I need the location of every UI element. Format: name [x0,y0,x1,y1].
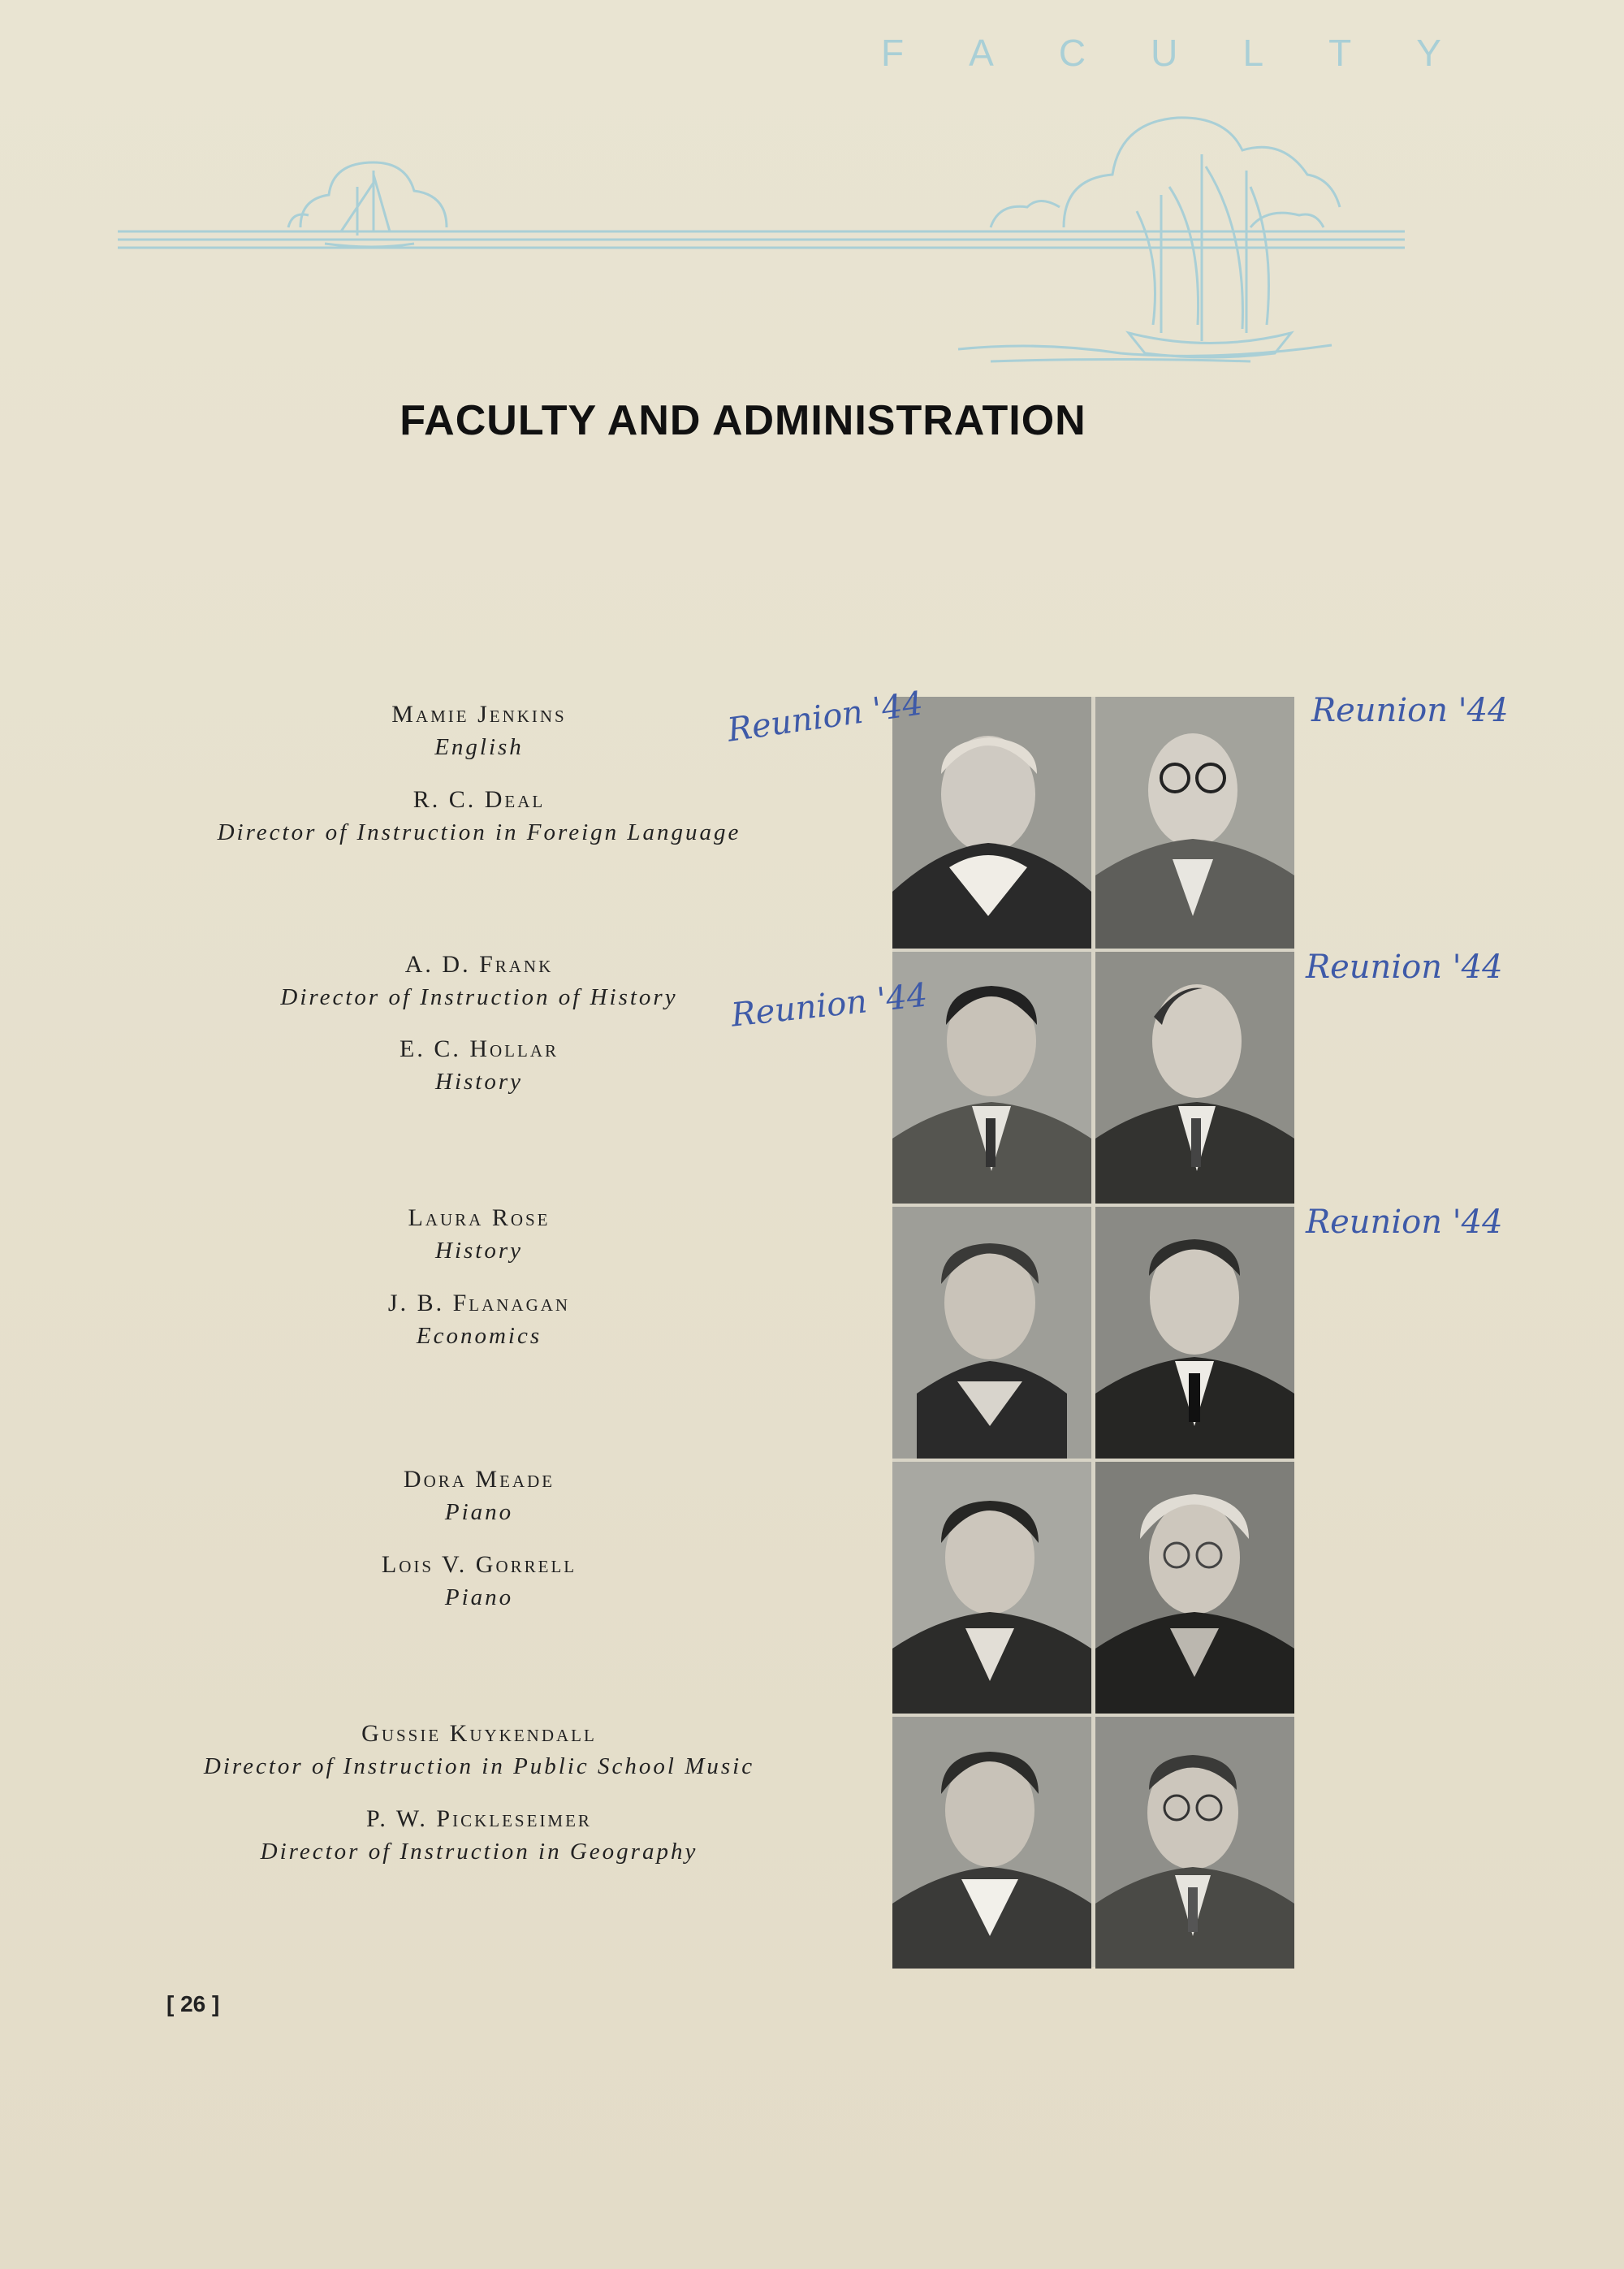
faculty-role: Piano [444,1499,514,1525]
faculty-name: E. C. Hollar [400,1035,559,1062]
handwritten-note: Reunion '44 [729,976,930,1035]
portrait-photo [1095,1207,1294,1459]
faculty-name: Lois V. Gorrell [381,1551,577,1578]
page-number: [ 26 ] [166,1991,220,2016]
ship-and-clouds-banner [114,97,1413,382]
faculty-role: Director of Instruction in Geography [260,1839,698,1865]
faculty-entry [154,784,804,849]
faculty-name: Gussie Kuykendall [361,1720,597,1747]
handwritten-note: Reunion '44 [1306,949,1503,986]
faculty-name: R. C. Deal [412,786,546,813]
header-letter: Y [1416,32,1441,74]
header-letter: A [969,32,994,74]
faculty-entry [154,1287,804,1352]
faculty-role: Director of Instruction of History [280,984,678,1010]
faculty-name: Dora Meade [403,1466,555,1493]
faculty-entry [154,1202,804,1267]
portrait-photo [892,697,1091,949]
portrait-photo [1095,697,1294,949]
faculty-entry [154,949,804,1013]
header-letter: L [1242,32,1264,74]
faculty-name: A. D. Frank [404,951,554,978]
faculty-role: Economics [416,1323,542,1349]
faculty-entry [154,1033,804,1098]
header-letter: T [1328,32,1352,74]
faculty-role: English [434,734,524,760]
faculty-entry [154,1803,804,1868]
portrait-grid [892,697,1294,1967]
faculty-role: Piano [444,1584,514,1610]
handwritten-note: Reunion '44 [1306,1204,1503,1241]
faculty-name: P. W. Pickleseimer [366,1805,592,1832]
portrait-photo [1095,1462,1294,1714]
faculty-entry [154,1549,804,1614]
header-letter: C [1058,32,1086,74]
faculty-role: Director of Instruction in Foreign Language [217,819,741,845]
handwritten-note: Reunion '44 [724,685,926,750]
faculty-name: J. B. Flanagan [387,1290,571,1316]
faculty-name: Mamie Jenkins [391,701,567,728]
faculty-role: History [435,1238,523,1264]
header-letter: F [881,32,905,74]
portrait-photo [892,1462,1091,1714]
faculty-entry [154,1463,804,1528]
faculty-entry [154,1718,804,1783]
handwritten-note: Reunion '44 [1311,692,1509,729]
portrait-photo [1095,952,1294,1204]
portrait-photo [892,1717,1091,1969]
portrait-photo [892,1207,1091,1459]
portrait-photo [1095,1717,1294,1969]
section-header [881,31,1441,75]
faculty-name: Laura Rose [408,1204,551,1231]
faculty-role: Director of Instruction in Public School Music [203,1753,755,1779]
faculty-entry [154,698,804,763]
header-letter: U [1151,32,1178,74]
faculty-role: History [435,1069,523,1095]
page-title: FACULTY AND ADMINISTRATION [400,397,1086,444]
